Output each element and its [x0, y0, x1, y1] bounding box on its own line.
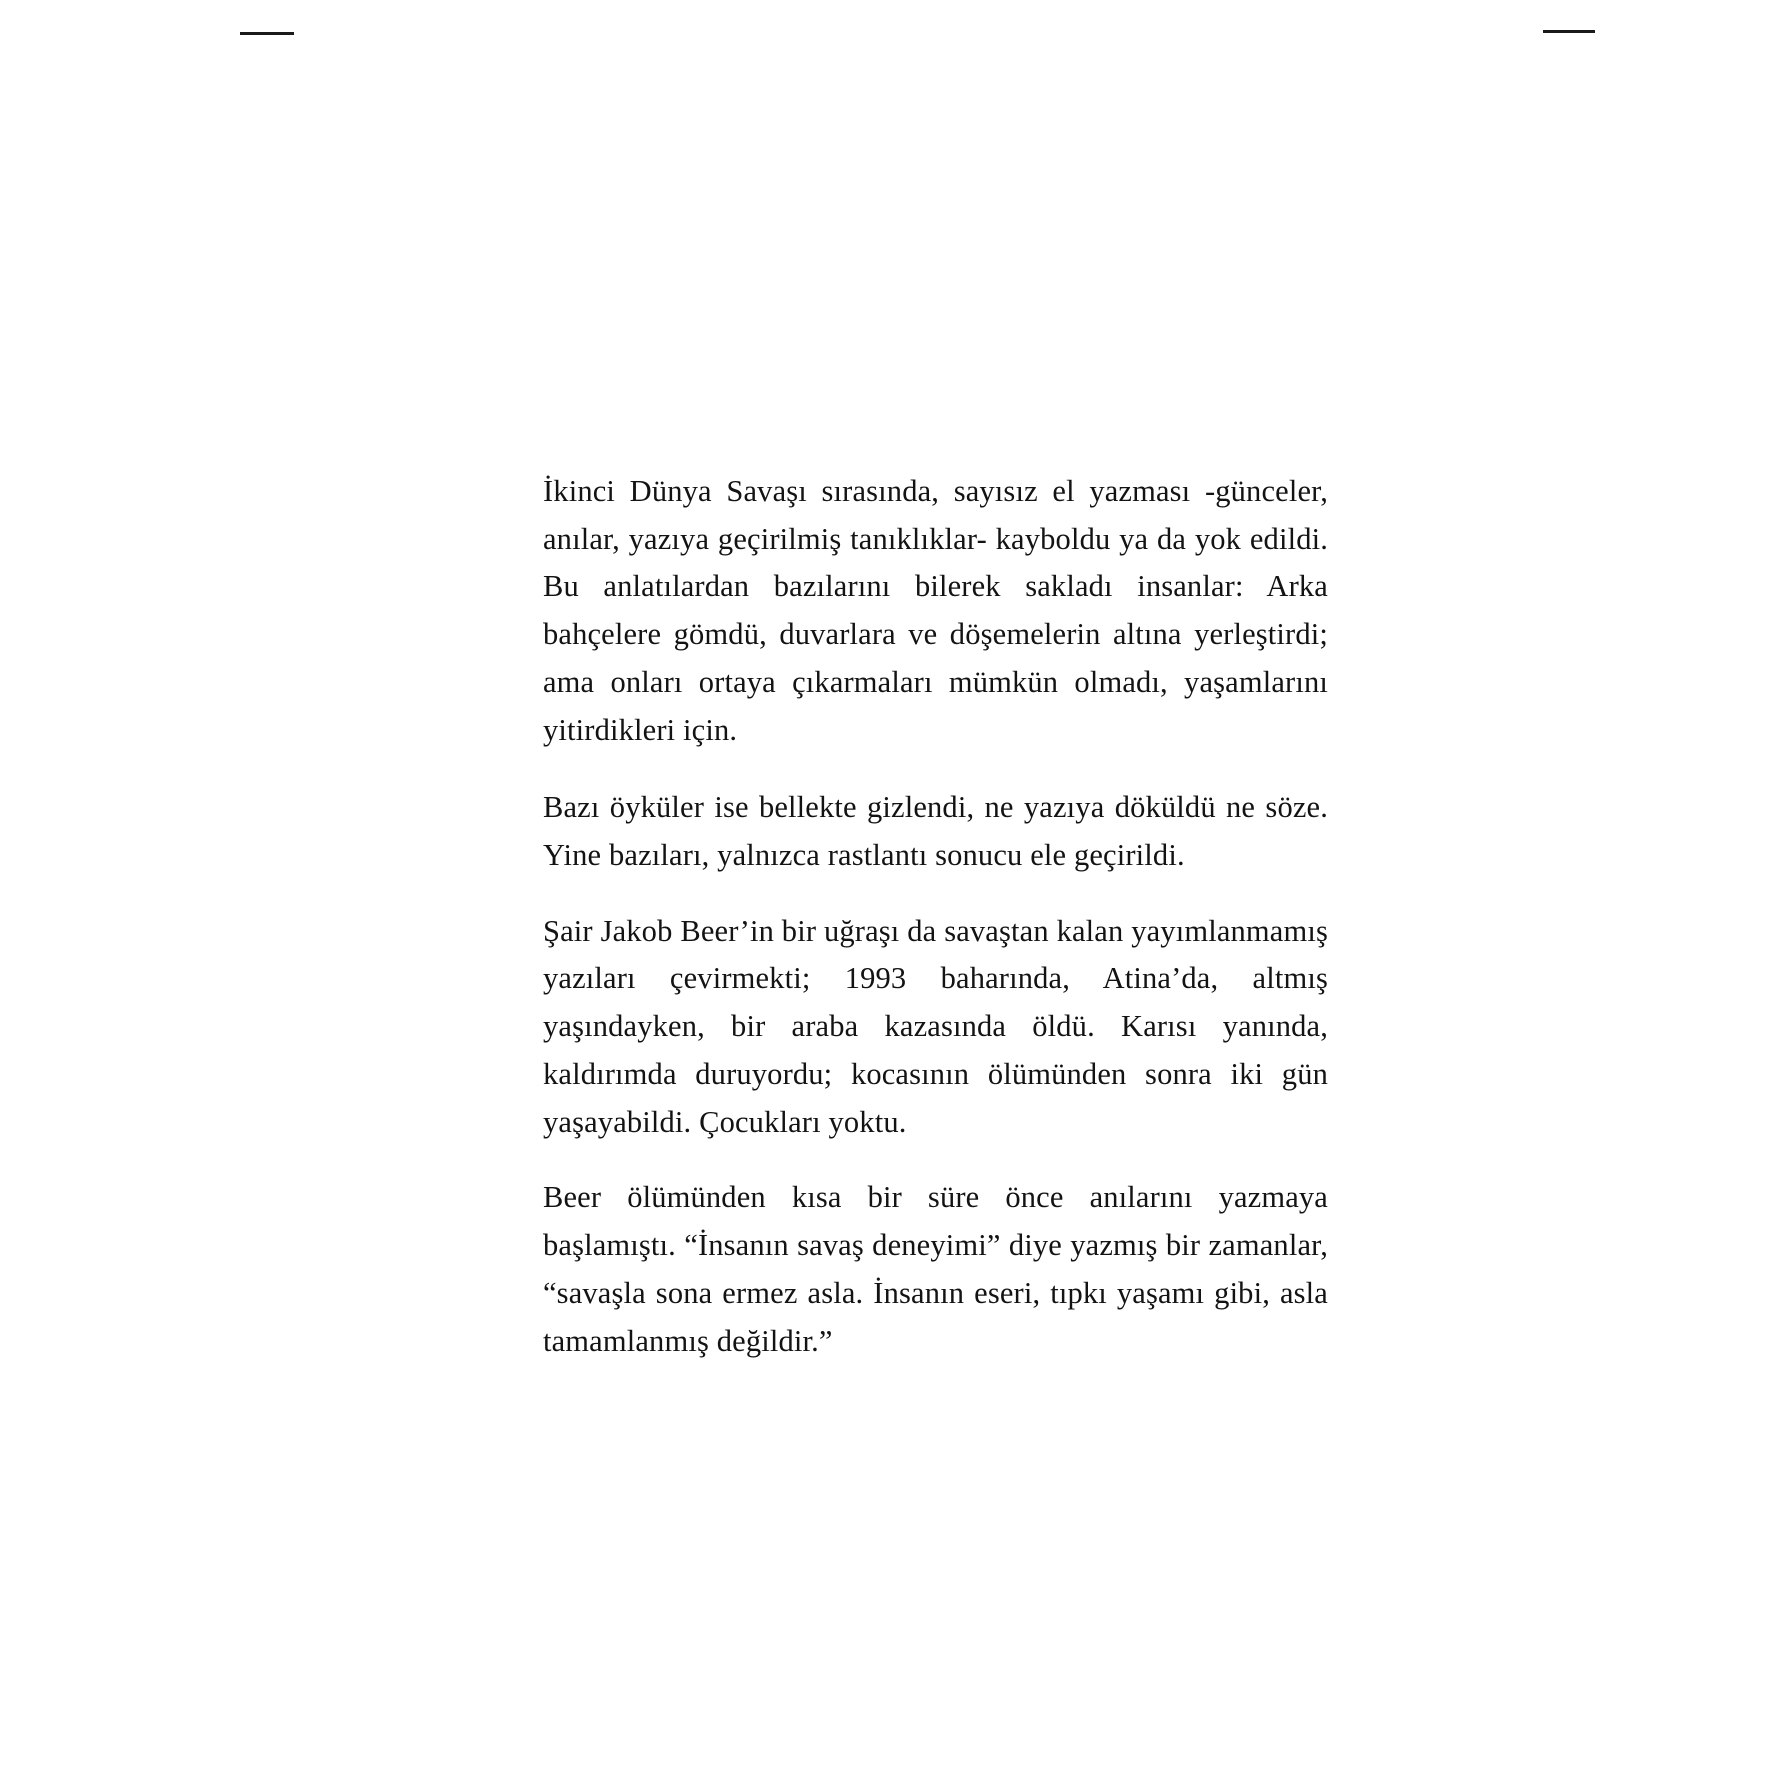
paragraph: Beer ölümünden kısa bir süre önce anılarını yazmaya başlamıştı. “İnsanın savaş deneyimi” diye yazmış bir zamanlar, “savaşla sona ermez asla. İnsanın eseri, tıpkı yaşamı gibi, asla tamamlanmış değildir.” — [543, 1180, 1328, 1358]
crop-mark-right-icon — [1543, 30, 1595, 33]
crop-mark-left-icon — [240, 32, 294, 35]
paragraph: İkinci Dünya Savaşı sırasında, sayısız el yazması -günceler, anılar, yazıya geçirilmiş tanıklıklar- kayboldu ya da yok edildi. Bu anlatılardan bazılarını bilerek sakladı insanlar: Arka bahçelere gömdü, duvarlara ve döşemelerin altına yerleştirdi; ama onları ortaya çıkarmaları mümkün olmadı, yaşamlarını yitirdikleri için. — [543, 474, 1328, 747]
page-text-block — [543, 468, 1328, 1365]
paragraph: Bazı öyküler ise bellekte gizlendi, ne yazıya döküldü ne söze. Yine bazıları, yalnızca rastlantı sonucu ele geçirildi. — [543, 790, 1328, 873]
paragraph: Şair Jakob Beer’in bir uğraşı da savaştan kalan yayımlanmamış yazıları çevirmekti; 1993 baharında, Atina’da, altmış yaşındayken, bir araba kazasında öldü. Karısı yanında, kaldırımda duruyordu; kocasının ölümünden sonra iki gün yaşayabildi. Çocukları yoktu. — [543, 913, 1328, 1139]
